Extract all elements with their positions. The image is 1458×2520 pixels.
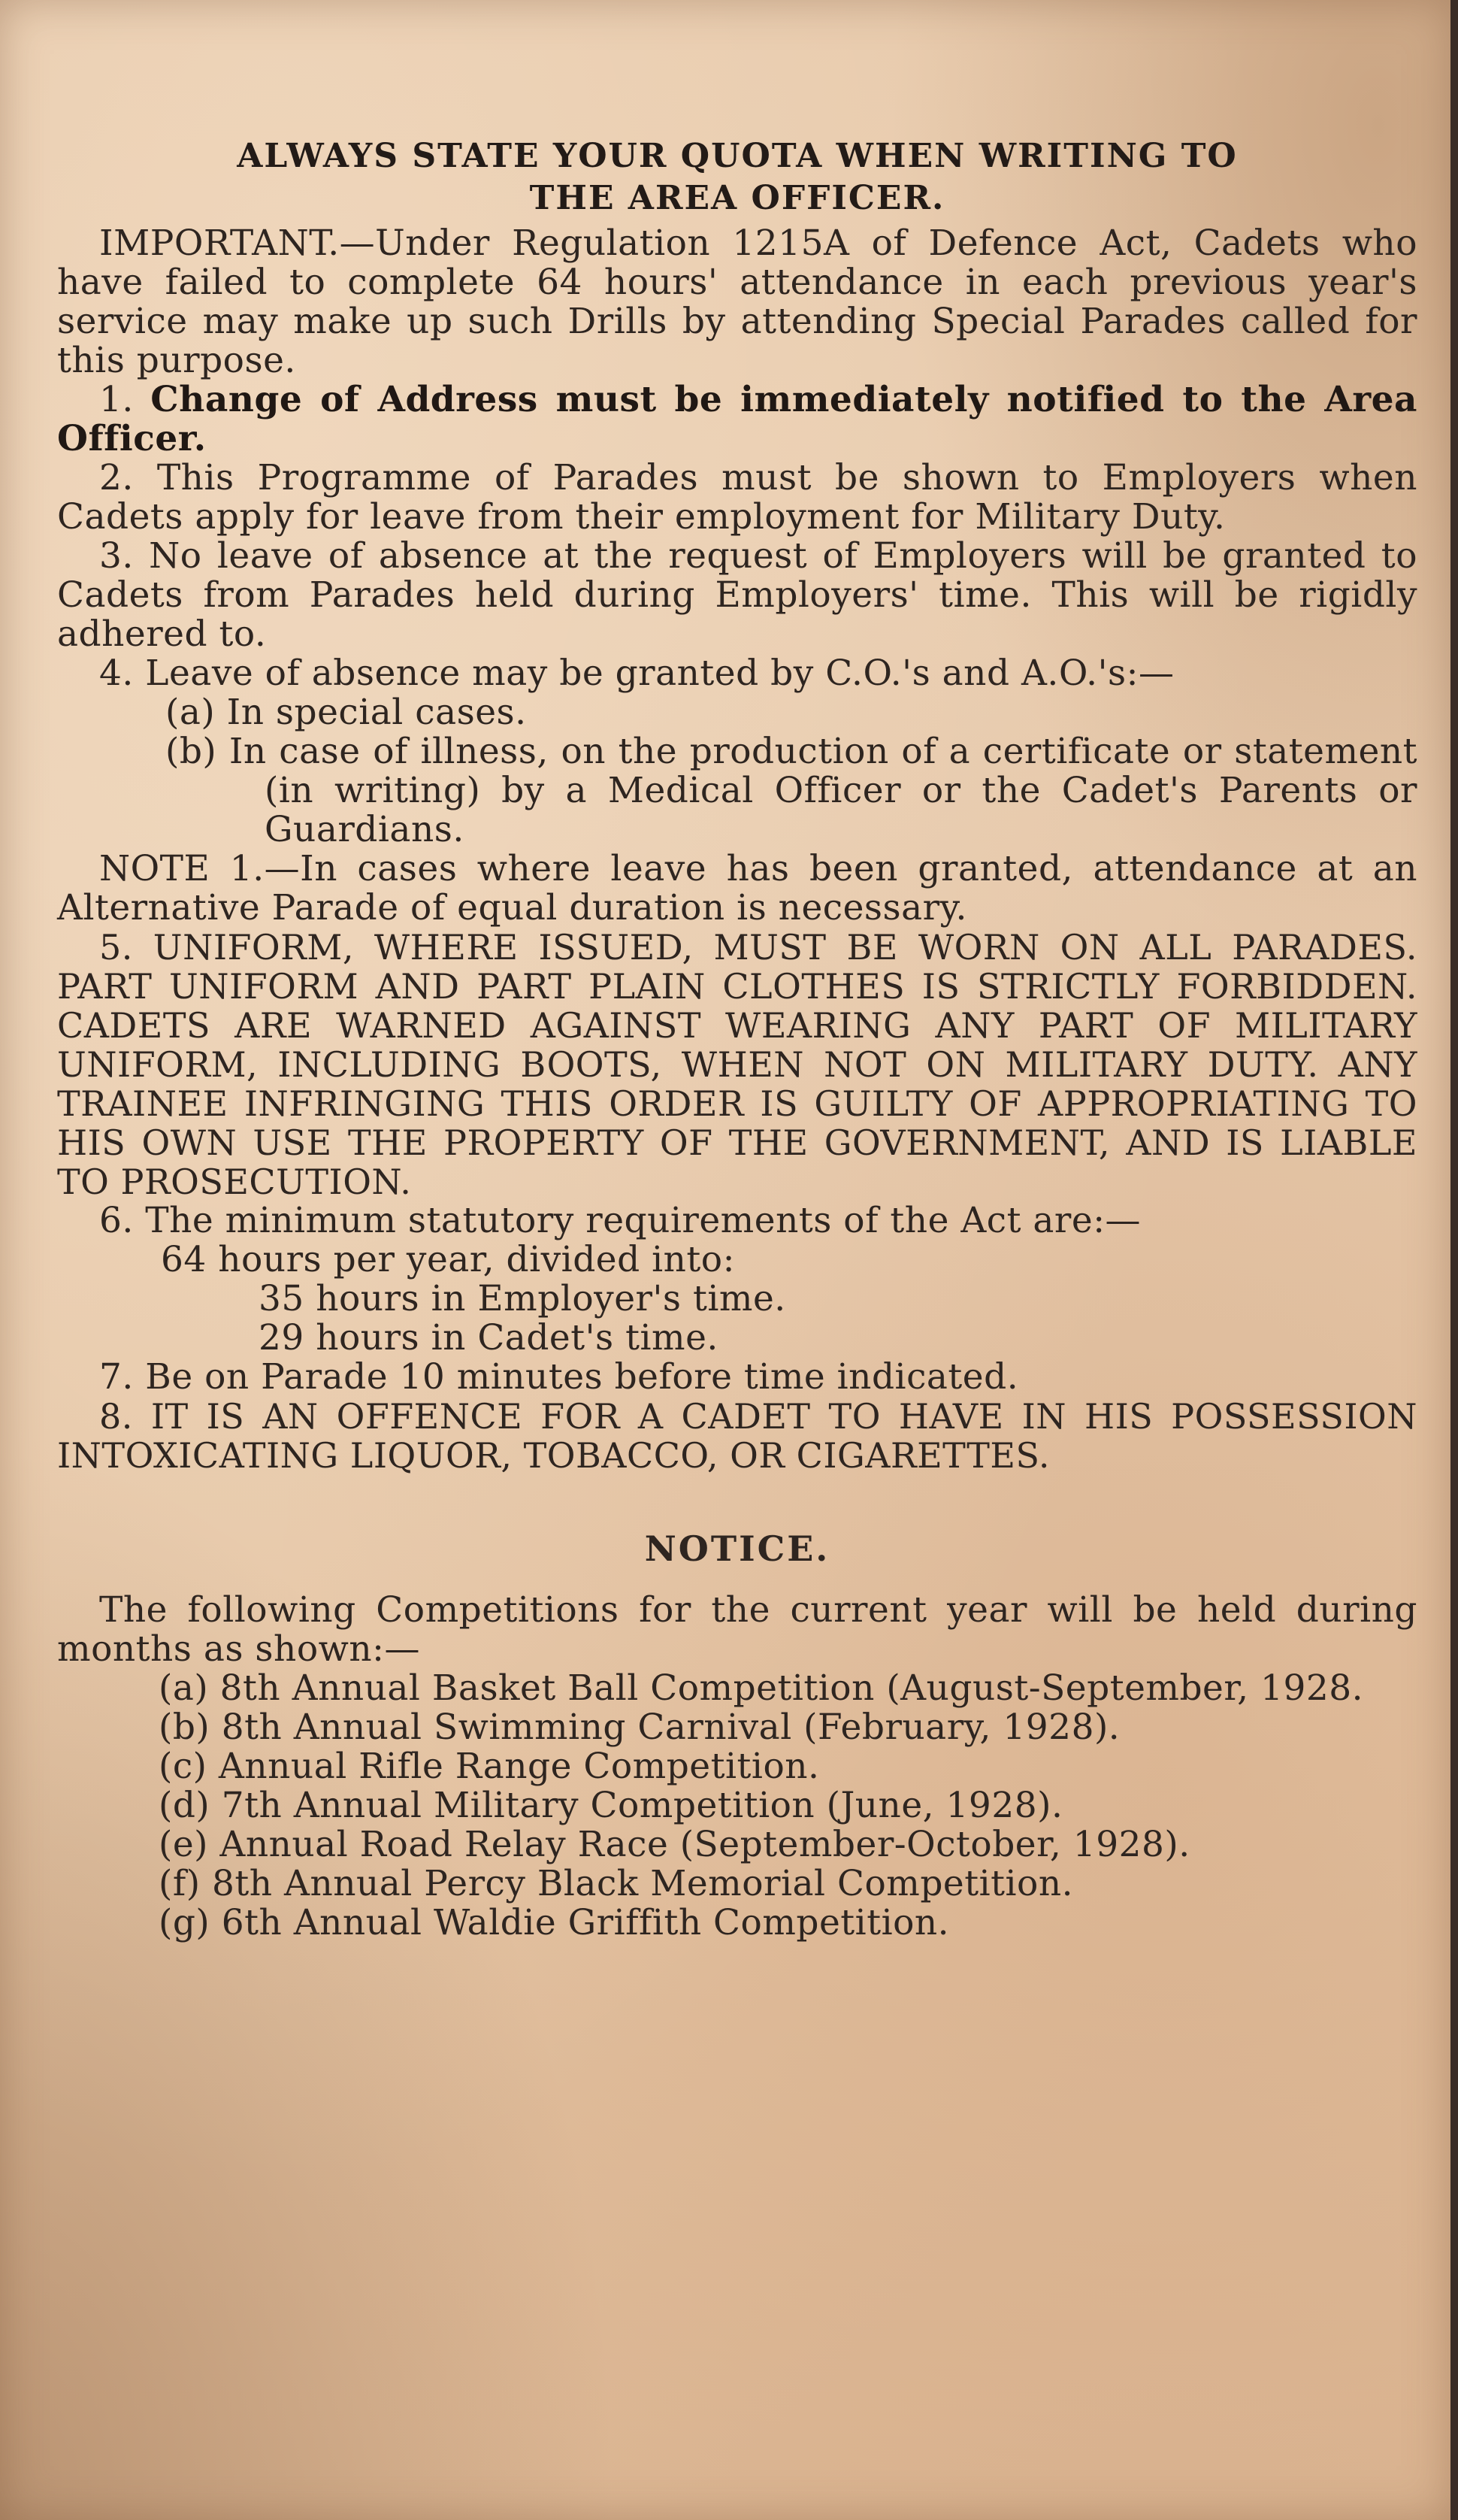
rule-5-uniform: 5. UNIFORM, WHERE ISSUED, MUST BE WORN ON ALL PARADES. PART UNIFORM AND PART PLAIN CLOTHES IS STRICTLY FORBIDDEN. CADETS ARE WARNED AGAINST WEARING ANY PART OF MILITARY UNIFORM, INCLUDING BOOTS, WHEN NOT ON MILITARY DUTY. ANY TRAINEE INFRINGING THIS ORDER IS GUILTY OF APPROPRIATING TO HIS OWN USE THE PROPERTY OF THE GOVERNMENT, AND IS LIABLE TO PROSECUTION. bbox=[57, 927, 1417, 1202]
competition-list bbox=[57, 1669, 1417, 1943]
rule-4-b: (b) In case of illness, on the production of a certificate or statement (in writing) by a Medical Officer or the Cadet's Parents or Guardians. bbox=[165, 731, 1417, 850]
card-text bbox=[57, 135, 1417, 1943]
rule-1-number: 1. bbox=[99, 379, 134, 420]
competition-item: (c) Annual Rifle Range Competition. bbox=[159, 1746, 820, 1787]
competition-item: (b) 8th Annual Swimming Carnival (February, 1928). bbox=[159, 1707, 1121, 1748]
competition-item: (e) Annual Road Relay Race (September-October, 1928). bbox=[159, 1824, 1190, 1865]
note-1: NOTE 1.—In cases where leave has been granted, attendance at an Alternative Parade of equal duration is necessary. bbox=[57, 848, 1417, 928]
rule-1-text: Change of Address must be immediately notified to the Area Officer. bbox=[57, 379, 1417, 459]
rule-6-total-hours: 64 hours per year, divided into: bbox=[161, 1239, 735, 1280]
notice-title: NOTICE. bbox=[644, 1528, 830, 1569]
rule-1 bbox=[57, 380, 1417, 459]
rule-8: 8. IT IS AN OFFENCE FOR A CADET TO HAVE IN HIS POSSESSION INTOXICATING LIQUOR, TOBACCO, OR CIGARETTES. bbox=[57, 1396, 1417, 1476]
rule-3: 3. No leave of absence at the request of Employers will be granted to Cadets from Parades held during Employers' time. This will be rigidly adhered to. bbox=[57, 535, 1417, 655]
rule-6-cadet-hours: 29 hours in Cadet's time. bbox=[259, 1317, 718, 1358]
competition-item: (g) 6th Annual Waldie Griffith Competition. bbox=[159, 1902, 950, 1943]
notice-intro: The following Competitions for the current year will be held during months as shown:— bbox=[57, 1589, 1417, 1670]
page-heading bbox=[57, 135, 1417, 220]
rule-2: 2. This Programme of Parades must be shown to Employers when Cadets apply for leave from their employment for Military Duty. bbox=[57, 457, 1417, 538]
rule-7: 7. Be on Parade 10 minutes before time indicated. bbox=[99, 1356, 1019, 1398]
competition-item: (d) 7th Annual Military Competition (June, 1928). bbox=[159, 1785, 1063, 1826]
competition-item: (f) 8th Annual Percy Black Memorial Competition. bbox=[159, 1863, 1074, 1904]
rule-4: 4. Leave of absence may be granted by C.O.'s and A.O.'s:— bbox=[99, 653, 1175, 694]
heading-line-2: THE AREA OFFICER. bbox=[529, 179, 945, 217]
rule-4-a: (a) In special cases. bbox=[165, 692, 527, 733]
card-edge-shadow bbox=[1450, 0, 1458, 2520]
competition-item: (a) 8th Annual Basket Ball Competition (August-September, 1928. bbox=[159, 1667, 1364, 1709]
rule-6-employer-hours: 35 hours in Employer's time. bbox=[259, 1278, 786, 1319]
rule-6: 6. The minimum statutory requirements of the Act are:— bbox=[99, 1200, 1142, 1241]
important-paragraph: IMPORTANT.—Under Regulation 1215A of Defence Act, Cadets who have failed to complete 64 hours' attendance in each previous year's service may make up such Drills by attending Special Parades called for this purpose. bbox=[57, 223, 1417, 381]
heading-line-1: ALWAYS STATE YOUR QUOTA WHEN WRITING TO bbox=[237, 137, 1238, 175]
